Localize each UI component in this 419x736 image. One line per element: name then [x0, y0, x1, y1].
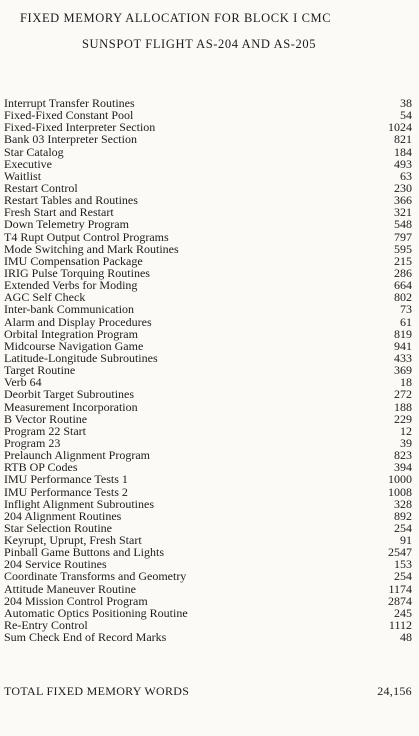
row-value: 548	[394, 217, 412, 232]
table-row	[4, 486, 414, 498]
row-value: 2547	[388, 545, 412, 560]
total-row	[4, 684, 414, 699]
row-label: Program 22 Start	[4, 423, 86, 438]
row-value: 39	[400, 435, 412, 450]
row-value: 54	[400, 108, 412, 123]
row-label: Fixed-Fixed Constant Pool	[4, 108, 134, 123]
row-label: RTB OP Codes	[4, 460, 78, 475]
row-value: 12	[400, 423, 412, 438]
row-label: Verb 64	[4, 375, 42, 390]
row-value: 321	[394, 205, 412, 220]
row-label: Fixed-Fixed Interpreter Section	[4, 120, 156, 135]
row-label: Fresh Start and Restart	[4, 205, 114, 220]
row-value: 245	[394, 605, 412, 620]
table-row	[4, 473, 414, 485]
row-value: 802	[394, 290, 412, 305]
row-value: 73	[400, 302, 412, 317]
row-label: Measurement Incorporation	[4, 399, 138, 414]
table-row	[4, 218, 414, 230]
row-value: 254	[394, 520, 412, 535]
row-value: 63	[400, 168, 412, 183]
table-row	[4, 401, 414, 413]
row-label: Re-Entry Control	[4, 618, 88, 633]
row-label: Down Telemetry Program	[4, 217, 129, 232]
row-value: 61	[400, 314, 412, 329]
row-label: 204 Alignment Routines	[4, 508, 122, 523]
row-value: 366	[394, 193, 412, 208]
row-label: Program 23	[4, 435, 61, 450]
row-label: Deorbit Target Subroutines	[4, 387, 135, 402]
table-row	[4, 498, 414, 510]
table-row	[4, 570, 414, 582]
row-value: 184	[394, 144, 412, 159]
page-title: FIXED MEMORY ALLOCATION FOR BLOCK I CMC	[20, 11, 332, 25]
row-label: Restart Tables and Routines	[4, 193, 138, 208]
table-row	[4, 364, 414, 376]
row-value: 38	[400, 96, 412, 110]
row-value: 433	[394, 350, 412, 365]
row-label: B Vector Routine	[4, 411, 88, 426]
row-value: 941	[394, 338, 412, 353]
table-row	[4, 583, 414, 595]
row-value: 1112	[388, 618, 412, 633]
row-value: 229	[394, 411, 412, 426]
table-row	[4, 133, 414, 145]
table-row	[4, 231, 414, 243]
row-value: 1174	[388, 581, 412, 596]
table-row	[4, 316, 414, 328]
page-subtitle: SUNSPOT FLIGHT AS-204 AND AS-205	[82, 37, 317, 51]
row-value: 595	[394, 241, 412, 256]
row-value: 2874	[388, 593, 412, 608]
row-value: 797	[394, 229, 412, 244]
row-label: AGC Self Check	[4, 290, 86, 305]
table-row	[4, 425, 414, 437]
row-label: Prelaunch Alignment Program	[4, 448, 150, 463]
row-label: Extended Verbs for Moding	[4, 278, 138, 293]
row-label: IRIG Pulse Torquing Routines	[4, 265, 150, 280]
row-label: Mode Switching and Mark Routines	[4, 241, 179, 256]
table-row	[4, 146, 414, 158]
row-label: Interrupt Transfer Routines	[4, 96, 135, 110]
table-row	[4, 413, 414, 425]
row-value: 819	[394, 326, 412, 341]
row-label: Latitude-Longitude Subroutines	[4, 350, 158, 365]
row-value: 493	[394, 156, 412, 171]
row-value: 328	[394, 496, 412, 511]
row-value: 394	[394, 460, 412, 475]
row-label: Attitude Maneuver Routine	[4, 581, 136, 596]
row-label: Pinball Game Buttons and Lights	[4, 545, 164, 560]
row-label: Sum Check End of Record Marks	[4, 630, 167, 645]
row-value: 369	[394, 363, 412, 378]
row-value: 230	[394, 180, 412, 195]
row-value: 1024	[388, 120, 412, 135]
row-value: 254	[394, 569, 412, 584]
row-label: Star Catalog	[4, 144, 64, 159]
row-label: Waitlist	[4, 168, 42, 183]
row-value: 892	[394, 508, 412, 523]
row-label: Bank 03 Interpreter Section	[4, 132, 137, 147]
row-label: Orbital Integration Program	[4, 326, 138, 341]
row-value: 1000	[388, 472, 412, 487]
row-value: 188	[394, 399, 412, 414]
row-value: 18	[400, 375, 412, 390]
table-row	[4, 303, 414, 315]
row-label: Star Selection Routine	[4, 520, 112, 535]
row-value: 215	[394, 253, 412, 268]
row-label: Restart Control	[4, 180, 78, 195]
row-label: T4 Rupt Output Control Programs	[4, 229, 169, 244]
row-label: Keyrupt, Uprupt, Fresh Start	[4, 533, 142, 548]
row-value: 48	[400, 630, 412, 645]
row-label: Target Routine	[4, 363, 76, 378]
row-label: 204 Service Routines	[4, 557, 107, 572]
row-label: IMU Performance Tests 1	[4, 472, 128, 487]
row-label: Executive	[4, 156, 52, 171]
row-value: 1008	[388, 484, 412, 499]
table-row	[4, 328, 414, 340]
row-label: IMU Performance Tests 2	[4, 484, 128, 499]
table-row	[4, 158, 414, 170]
total-value: 24,156	[377, 684, 412, 698]
row-label: Alarm and Display Procedures	[4, 314, 152, 329]
row-label: Automatic Optics Positioning Routine	[4, 605, 188, 620]
row-value: 91	[400, 533, 412, 548]
allocation-table	[4, 97, 414, 643]
row-label: Inter-bank Communication	[4, 302, 135, 317]
table-row	[4, 388, 414, 400]
row-value: 821	[394, 132, 412, 147]
row-value: 664	[394, 278, 412, 293]
row-label: 204 Mission Control Program	[4, 593, 148, 608]
row-label: Inflight Alignment Subroutines	[4, 496, 154, 511]
total-label: TOTAL FIXED MEMORY WORDS	[4, 684, 190, 698]
row-value: 823	[394, 448, 412, 463]
row-label: IMU Compensation Package	[4, 253, 143, 268]
table-row	[4, 631, 414, 643]
row-label: Midcourse Navigation Game	[4, 338, 144, 353]
row-value: 153	[394, 557, 412, 572]
row-value: 286	[394, 265, 412, 280]
row-label: Coordinate Transforms and Geometry	[4, 569, 187, 584]
table-row	[4, 243, 414, 255]
row-value: 272	[394, 387, 412, 402]
